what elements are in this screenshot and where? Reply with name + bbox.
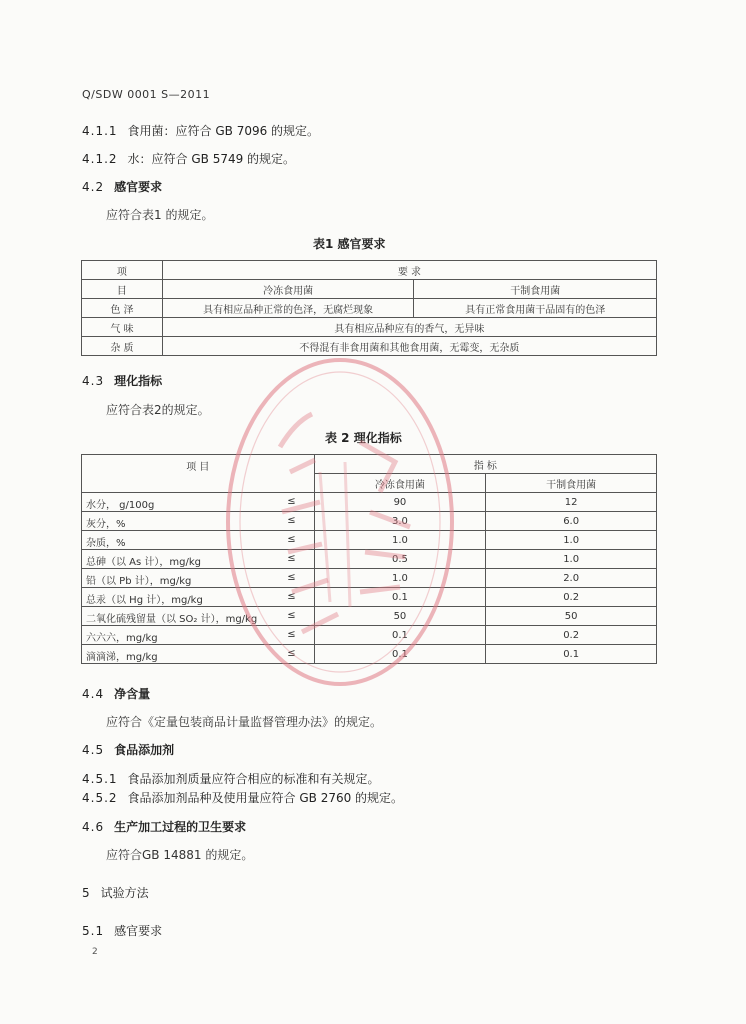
- table1-header-dried: 干制食用菌: [414, 280, 657, 299]
- section-number: 4.4: [82, 687, 105, 701]
- table-row: [82, 645, 657, 664]
- clause-text: 水：应符合 GB 5749 的规定。: [127, 152, 296, 166]
- section-title: 生产加工过程的卫生要求: [114, 820, 247, 834]
- section-4-2-heading: [82, 178, 162, 195]
- section-title: 理化指标: [114, 374, 163, 388]
- section-title: 感官要求: [114, 924, 163, 938]
- section-number: 4.3: [82, 374, 105, 388]
- table-row: [82, 318, 657, 337]
- table1-caption: 表1 感官要求: [313, 237, 386, 251]
- clause-text: 食品添加剂质量应符合相应的标准和有关规定。: [127, 772, 380, 786]
- table2-value-frozen: 0.5: [314, 550, 486, 569]
- le-symbol: ≤: [287, 534, 296, 545]
- table2-item: 灰分，%: [86, 519, 126, 530]
- table-row: [82, 607, 657, 626]
- table2-value-dried: 0.2: [486, 588, 657, 607]
- table-row: [82, 626, 657, 645]
- table2-header-frozen: 冷冻食用菌: [314, 474, 486, 493]
- table-row: [82, 299, 657, 318]
- le-symbol: ≤: [287, 610, 296, 621]
- section-number: 4.6: [82, 820, 105, 834]
- section-4-3-heading: [82, 372, 162, 389]
- table2-value-dried: 0.1: [486, 645, 657, 664]
- clause-4-5-2: [82, 789, 403, 806]
- table2-item: 铅（以 Pb 计），mg/kg: [86, 576, 192, 587]
- table-row: [82, 588, 657, 607]
- table2-value-frozen: 1.0: [314, 569, 486, 588]
- section-4-4-body: 应符合《定量包装商品计量监督管理办法》的规定。: [106, 715, 383, 729]
- table2-item: 二氧化硫残留量（以 SO₂ 计），mg/kg: [86, 614, 258, 625]
- table2-physicochemical: [81, 454, 657, 664]
- table2-value-dried: 2.0: [486, 569, 657, 588]
- table2-value-dried: 0.2: [486, 626, 657, 645]
- table1-header-item-top: 项: [82, 261, 163, 280]
- section-4-6-heading: [82, 818, 246, 835]
- section-4-3-body: 应符合表2的规定。: [106, 403, 210, 417]
- clause-4-5-1: [82, 770, 380, 787]
- section-title: 净含量: [114, 687, 151, 701]
- table-row: [82, 337, 657, 356]
- table1-sensory: [81, 260, 657, 356]
- table2-header-item: 项 目: [82, 455, 315, 493]
- table1-cell: 具有相应品种正常的色泽，无腐烂现象: [162, 299, 414, 318]
- section-title: 感官要求: [114, 180, 163, 194]
- table1-item: 色 泽: [82, 299, 163, 318]
- table2-header-dried: 干制食用菌: [486, 474, 657, 493]
- table2-value-dried: 6.0: [486, 512, 657, 531]
- section-title: 食品添加剂: [114, 743, 175, 757]
- table1-cell: 具有正常食用菌干品固有的色泽: [414, 299, 657, 318]
- table-row: [82, 531, 657, 550]
- le-symbol: ≤: [287, 515, 296, 526]
- table1-item: 杂 质: [82, 337, 163, 356]
- table1-cell: 具有相应品种应有的香气，无异味: [162, 318, 656, 337]
- clause-text: 食品添加剂品种及使用量应符合 GB 2760 的规定。: [127, 791, 404, 805]
- le-symbol: ≤: [287, 572, 296, 583]
- section-4-4-heading: [82, 685, 150, 702]
- clause-number: 4.1.2: [82, 152, 118, 166]
- table-row: [82, 512, 657, 531]
- table1-cell: 不得混有非食用菌和其他食用菌，无霉变，无杂质: [162, 337, 656, 356]
- table2-value-dried: 1.0: [486, 550, 657, 569]
- clause-number: 4.5.1: [82, 772, 118, 786]
- section-number: 4.2: [82, 180, 105, 194]
- table2-item: 总砷（以 As 计），mg/kg: [86, 557, 202, 568]
- clause-number: 4.1.1: [82, 124, 118, 138]
- table2-item: 杂质，%: [86, 538, 126, 549]
- section-4-2-body: 应符合表1 的规定。: [106, 208, 214, 222]
- table2-value-dried: 12: [486, 493, 657, 512]
- le-symbol: ≤: [287, 629, 296, 640]
- section-title: 试验方法: [100, 886, 149, 900]
- table2-item: 水分， g/100g: [86, 500, 155, 511]
- table2-value-dried: 1.0: [486, 531, 657, 550]
- table1-header-item-bottom: 目: [82, 280, 163, 299]
- section-5-1-heading: [82, 922, 162, 939]
- section-4-6-body: 应符合GB 14881 的规定。: [106, 848, 254, 862]
- table2-value-dried: 50: [486, 607, 657, 626]
- table1-header-requirements: 要 求: [162, 261, 656, 280]
- le-symbol: ≤: [287, 591, 296, 602]
- table-row: [82, 550, 657, 569]
- table1-item: 气 味: [82, 318, 163, 337]
- table2-value-frozen: 90: [314, 493, 486, 512]
- section-4-5-heading: [82, 741, 174, 758]
- table2-value-frozen: 0.1: [314, 588, 486, 607]
- section-number: 4.5: [82, 743, 105, 757]
- table1-header-frozen: 冷冻食用菌: [162, 280, 414, 299]
- le-symbol: ≤: [287, 553, 296, 564]
- table2-item: 六六六，mg/kg: [86, 633, 158, 644]
- clause-text: 食用菌：应符合 GB 7096 的规定。: [127, 124, 320, 138]
- table2-value-frozen: 50: [314, 607, 486, 626]
- section-5-heading: [82, 884, 149, 901]
- le-symbol: ≤: [287, 496, 296, 507]
- table2-header-index: 指 标: [314, 455, 656, 474]
- table2-item: 滴滴涕，mg/kg: [86, 652, 158, 663]
- table2-caption: 表 2 理化指标: [325, 431, 402, 445]
- table2-item: 总汞（以 Hg 计），mg/kg: [86, 595, 203, 606]
- table-row: [82, 569, 657, 588]
- le-symbol: ≤: [287, 648, 296, 659]
- clause-4-1-1: [82, 122, 319, 139]
- table2-value-frozen: 0.1: [314, 626, 486, 645]
- section-number: 5: [82, 886, 91, 900]
- table2-value-frozen: 3.0: [314, 512, 486, 531]
- table2-value-frozen: 1.0: [314, 531, 486, 550]
- table-row: [82, 493, 657, 512]
- page-number: 2: [92, 947, 98, 957]
- section-number: 5.1: [82, 924, 105, 938]
- clause-number: 4.5.2: [82, 791, 118, 805]
- table2-value-frozen: 0.1: [314, 645, 486, 664]
- clause-4-1-2: [82, 150, 295, 167]
- document-code: Q/SDW 0001 S—2011: [82, 88, 211, 101]
